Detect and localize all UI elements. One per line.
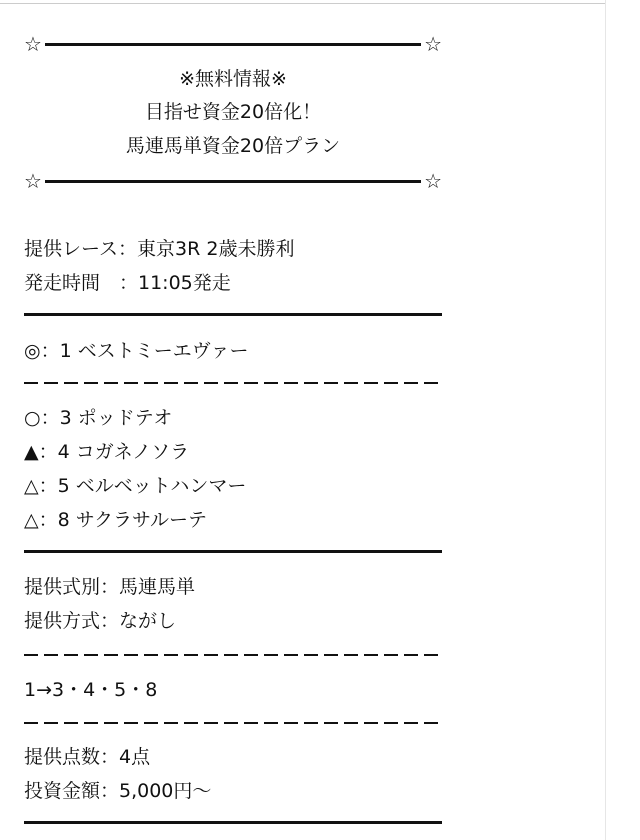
section-divider	[24, 550, 442, 553]
pick-tanana: ▲：4 コガネノソラ	[24, 441, 190, 463]
star-icon: ☆	[424, 32, 442, 56]
bet-combination: 1→3・4・5・8	[24, 679, 158, 701]
right-border	[605, 0, 606, 840]
dash-divider	[24, 376, 442, 390]
bet-points-label: 提供点数：4点	[24, 746, 151, 768]
star-icon: ☆	[24, 169, 42, 193]
pick-taikou: ○：3 ポッドテオ	[24, 407, 173, 429]
header-title: ※無料情報※	[179, 68, 287, 90]
dash-divider	[24, 648, 442, 662]
section-divider	[24, 313, 442, 316]
star-icon: ☆	[24, 32, 42, 56]
divider-bar	[45, 180, 421, 183]
bet-method-label: 提供方式：ながし	[24, 610, 177, 632]
top-border	[0, 3, 605, 4]
section-divider	[24, 821, 442, 824]
header-divider-bottom	[24, 170, 442, 192]
pick-renka-2: △：8 サクラサルーテ	[24, 509, 208, 531]
divider-bar	[45, 43, 421, 46]
header-subtitle-1: 目指せ資金20倍化！	[144, 101, 322, 123]
header-divider-top	[24, 33, 442, 55]
start-time-label: 発走時間 ：11:05発走	[24, 272, 231, 294]
bet-type-label: 提供式別：馬連馬単	[24, 576, 196, 598]
pick-renka-1: △：5 ベルベットハンマー	[24, 475, 247, 497]
pick-honmei: ◎：1 ベストミーエヴァー	[24, 340, 249, 362]
header-subtitle-2: 馬連馬単資金20倍プラン	[125, 135, 341, 157]
race-label: 提供レース：東京3R 2歳未勝利	[24, 238, 295, 260]
bet-amount-label: 投資金額：5,000円〜	[24, 780, 212, 802]
star-icon: ☆	[424, 169, 442, 193]
dash-divider	[24, 716, 442, 730]
